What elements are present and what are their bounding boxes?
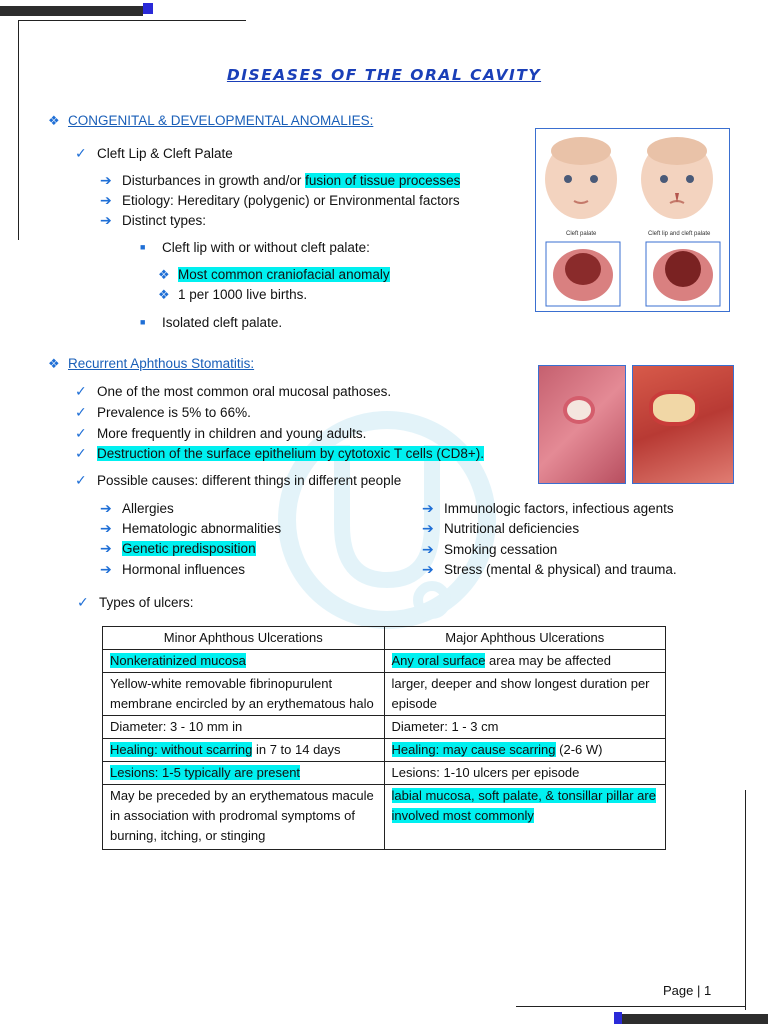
section2-title: Recurrent Aphthous Stomatitis:	[68, 356, 255, 371]
table-cell: Any oral surface area may be affected	[384, 650, 666, 673]
section1-title: CONGENITAL & DEVELOPMENTAL ANOMALIES:	[68, 113, 374, 128]
arrow-icon: ➔	[100, 500, 112, 516]
ras-check-2: ✓ Prevalence is 5% to 66%.	[75, 404, 251, 420]
table-cell: Lesions: 1-5 typically are present	[103, 762, 385, 785]
cause-right-3: ➔ Smoking cessation	[422, 541, 558, 557]
table-row	[103, 785, 666, 850]
table-cell: larger, deeper and show longest duration per episode	[384, 673, 666, 716]
table-cell: Lesions: 1-10 ulcers per episode	[384, 762, 666, 785]
table-row	[103, 762, 666, 785]
square-bullet-icon: ■	[140, 242, 146, 252]
arrow-icon: ➔	[422, 500, 434, 516]
arrow-item-1: ➔ Disturbances in growth and/or fusion of tissue processes	[100, 172, 461, 188]
arrow-icon: ➔	[100, 540, 112, 556]
ulcer-comparison-table	[102, 626, 666, 850]
check-icon: ✓	[75, 445, 87, 461]
cause-right-1: ➔ Immunologic factors, infectious agents	[422, 500, 674, 516]
cause-left-4: ➔ Hormonal influences	[100, 561, 246, 577]
header-minor: Minor Aphthous Ulcerations	[103, 627, 385, 650]
bottom-rule	[516, 1006, 746, 1007]
arrow-icon: ➔	[422, 561, 434, 577]
table-row	[103, 673, 666, 716]
diamond-bullet-icon: ❖	[48, 113, 60, 128]
arrow-item-3: ➔ Distinct types:	[100, 212, 207, 228]
check-icon: ✓	[75, 145, 87, 161]
ulcer-photo-2	[632, 365, 734, 484]
top-bar-blue	[143, 3, 153, 14]
cause-right-4: ➔ Stress (mental & physical) and trauma.	[422, 561, 677, 577]
table-cell: Healing: without scarring in 7 to 14 days	[103, 739, 385, 762]
section2-heading	[48, 356, 254, 372]
arrow-item-2: ➔ Etiology: Hereditary (polygenic) or Environmental factors	[100, 192, 460, 208]
ras-check-3: ✓ More frequently in children and young adults.	[75, 425, 367, 441]
table-cell: labial mucosa, soft palate, & tonsillar pillar are involved most commonly	[384, 785, 666, 850]
caption-cleft-palate: Cleft palate	[566, 231, 597, 237]
table-cell: Nonkeratinized mucosa	[103, 650, 385, 673]
subitem-1: ❖ Most common craniofacial anomaly	[158, 267, 390, 282]
diamond-bullet-icon: ❖	[158, 287, 170, 302]
type-item-1: ■ Cleft lip with or without cleft palate:	[140, 240, 370, 255]
table-row	[103, 650, 666, 673]
ulcer-lesion	[653, 394, 695, 422]
types-of-ulcers: ✓ Types of ulcers:	[77, 594, 194, 610]
section1-heading	[48, 113, 373, 129]
ras-check-4: ✓ Destruction of the surface epithelium by cytotoxic T cells (CD8+).	[75, 445, 485, 461]
left-rule	[18, 20, 19, 240]
type-item-2: ■ Isolated cleft palate.	[140, 315, 283, 330]
cleft-image	[535, 128, 730, 312]
cause-left-1: ➔ Allergies	[100, 500, 174, 516]
subitem-2: ❖ 1 per 1000 live births.	[158, 287, 308, 302]
check-icon: ✓	[77, 594, 89, 610]
arrow-icon: ➔	[100, 212, 112, 228]
table-cell: Yellow-white removable fibrinopurulent membrane encircled by an erythematous halo	[103, 673, 385, 716]
arrow-icon: ➔	[100, 561, 112, 577]
arrow-icon: ➔	[100, 192, 112, 208]
table-cell: May be preceded by an erythematous macule in association with prodromal symptoms of burning, itching, or stinging	[103, 785, 385, 850]
square-bullet-icon: ■	[140, 317, 146, 327]
ras-check-1: ✓ One of the most common oral mucosal pathoses.	[75, 383, 392, 399]
table-cell: Diameter: 1 - 3 cm	[384, 716, 666, 739]
cause-left-3: ➔ Genetic predisposition	[100, 540, 256, 556]
cause-right-2: ➔ Nutritional deficiencies	[422, 520, 580, 536]
cleft-item: ✓ Cleft Lip & Cleft Palate	[75, 145, 233, 161]
caption-cleft-lip-palate: Cleft lip and cleft palate	[648, 231, 711, 237]
ulcer-lesion	[567, 400, 591, 420]
header-major: Major Aphthous Ulcerations	[384, 627, 666, 650]
page-number: Page | 1	[663, 983, 712, 998]
right-rule	[745, 790, 746, 1010]
top-bar-dark	[0, 6, 143, 16]
diamond-bullet-icon: ❖	[48, 356, 60, 371]
bottom-bar-blue	[614, 1012, 622, 1024]
table-cell: Diameter: 3 - 10 mm in	[103, 716, 385, 739]
ulcer-photo-1	[538, 365, 626, 484]
diamond-bullet-icon: ❖	[158, 267, 170, 282]
check-icon: ✓	[75, 425, 87, 441]
baby-faces-illustration	[536, 129, 729, 311]
cause-left-2: ➔ Hematologic abnormalities	[100, 520, 282, 536]
table-cell: Healing: may cause scarring (2-6 W)	[384, 739, 666, 762]
top-rule	[18, 20, 246, 21]
table-row	[103, 739, 666, 762]
page-title: DISEASES OF THE ORAL CAVITY	[226, 66, 542, 84]
arrow-icon: ➔	[100, 172, 112, 188]
table-row	[103, 716, 666, 739]
check-icon: ✓	[75, 472, 87, 488]
arrow-icon: ➔	[100, 520, 112, 536]
bottom-bar-dark	[622, 1014, 768, 1024]
check-icon: ✓	[75, 383, 87, 399]
ras-check-5: ✓ Possible causes: different things in different people	[75, 472, 402, 488]
arrow-icon: ➔	[422, 541, 434, 557]
check-icon: ✓	[75, 404, 87, 420]
arrow-icon: ➔	[422, 520, 434, 536]
table-header-row	[103, 627, 666, 650]
